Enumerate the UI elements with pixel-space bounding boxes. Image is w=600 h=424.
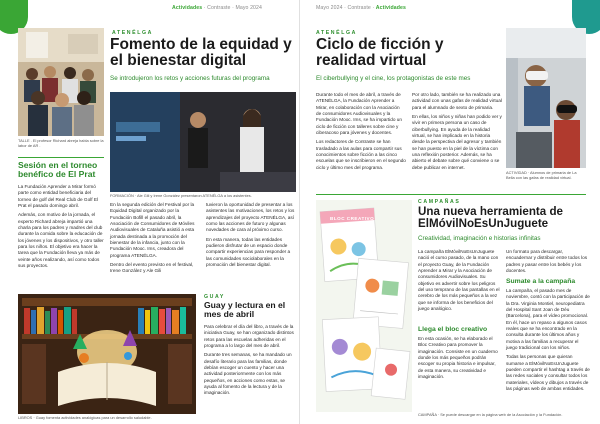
workshop-photo-caption: TALLE . El profesor Richard abreja habla sobre la labor de AR . — [18, 138, 104, 149]
article-title: Fomento de la equidad y el bienestar digital — [110, 36, 292, 69]
workshop-photo — [18, 28, 104, 136]
section-name: Actividades — [375, 5, 407, 11]
campaign-paragraph: En esta ocasión, se ha elaborado el Bloc Creativo para promover la imaginación. Consiste en un cuaderno donde los más pequeños podrán escoger su propia historia e impulsar, de esta manera, su creatividad e imaginación. — [418, 336, 498, 380]
bloc-creativo-title: BLOC CREATIVO — [330, 216, 375, 221]
side-paragraph: Además, con motivo de la jornada, el experto Richard abreja impartió una charla para los padres y madres del club durante la comida sobre la educación de los jóvenes y los dispositivos, y otro taller para los niños. El objetivo era hacer la tarea que la Fundación lleva ya más de veinte años realizando, así como todos sus proyectos. — [18, 212, 104, 269]
main-paragraph: Dentro del evento previsto en el festival, Irene González y Ale Gili — [110, 262, 194, 274]
side-paragraph: La Fundación Aprender a Mirar formó parte como entidad beneficiaria del torneo de golf del Real Club de Golf El Prat el pasado domingo abril. — [18, 184, 98, 209]
section2-body — [204, 324, 296, 400]
campaign-divider — [316, 194, 586, 195]
books-photo-caption: LIBROS · Guay fomenta actividades analógicas para un desarrollo saludable. — [18, 415, 152, 420]
campaign-paragraph: Todas las personas que quieran sumarse a ElMóvilNoEsUnJuguete pueden compartir el hashtag a través de las redes sociales y consultar todos los materiales, vídeos y dibujos a través de las páginas web de ambas entidades. — [506, 354, 590, 392]
campaign-paragraph: La campaña ElMóvilNoEsUnJuguete nació el curso pasado, de la mano con el proyecto Guay, de la Fundación Aprender a Mirar y la Asociación de consumidores Audiovisuales. Su objetivo es advertir sobre los peligros del uso temprano de las pantallas en el cerebro de los más pequeños a la vez que se informa de los beneficios del juego analógico. — [418, 249, 500, 312]
main-article-col2 — [206, 202, 296, 271]
article-subtitle: El ciberbullying y el cine, los protagonistas de este mes — [316, 75, 471, 82]
presenters-photo-caption: FORMACIÓN · Ale Gili y Irene González presentaron ATENÉLGA a los asistentes. — [110, 193, 252, 198]
campaign-title: Una nueva herramienta de ElMóvilNoEsUnJuguete — [418, 205, 563, 230]
campaign-col2-b — [506, 288, 590, 396]
campaign-paragraph: La campaña, el pasado mes de noviembre, contó con la participación de la Dra. Virginia Montiel, neuropediatra del Hospital Sant Joan de Déu (Barcelona), para el vídeo promocional. En él, hace un repaso a algunos casos reales que se ha encontrado en la consulta durante los últimos años y motiva a las familias a recuperar el juego tradicional con los niños. — [506, 288, 590, 351]
main-paragraph: En esta manera, todas las entidades pudieron disfrutar de un espacio donde compartir experiencias para responder a las comunidades sociolaborales en la promoción del bienestar digital. — [206, 236, 291, 268]
article-kicker: ATENÉLGA — [316, 30, 357, 36]
section2-title: Guay y lectura en el mes de abril — [204, 300, 286, 320]
campaign-col2 — [506, 249, 590, 277]
section2-kicker: GUAY — [204, 294, 225, 300]
side-divider — [18, 157, 104, 158]
campaign-col1 — [418, 249, 500, 315]
bloc-creativo-image — [316, 200, 412, 412]
join-campaign-heading: Sumate a la campaña — [506, 278, 576, 285]
vr-article-col1 — [316, 92, 406, 174]
side-article-body — [18, 184, 104, 272]
vr-photo — [506, 28, 586, 168]
books-photo — [18, 294, 196, 414]
campaign-col1-b — [418, 336, 500, 383]
issue-info: · Contraste · Mayo 2024 — [202, 5, 263, 11]
vr-paragraph: Durante todo el mes de abril, a través de ATENÉLGA, la Fundación Aprender a Mirar, en colaboración con la Asociación de consumidores Audiovisuales y la Fundación Mooc. Ims, se ha impartido un ciclo de ficción con talleres sobre cine y ciberacoso para jóvenes y docentes. — [316, 92, 402, 136]
campaign-subtitle: Creatividad, imaginación e historias infinitas — [418, 235, 541, 242]
bloc-creativo-caption: CAMPAÑA · Se puede descargar en la página web de la Asociación y la Fundación. — [418, 412, 563, 417]
article-title: Ciclo de ficción y realidad virtual — [316, 36, 444, 69]
vr-paragraph: Por otro lado, también se ha realizado una actividad con unas gafas de realidad virtual para el alumnado de sexto de primaria. — [412, 92, 502, 110]
left-page-header — [172, 5, 262, 11]
bloc-heading: Llega el bloc creativo — [418, 326, 488, 333]
presenters-photo — [110, 92, 296, 192]
right-page — [300, 0, 600, 424]
main-paragraph: En la segunda edición del Festival por la Equidad Digital organizado por la Fundación Bofill el pasado abril, la Asociación de Consumidores de Móviles Audiovisuales de Cataluña asistió a esta jornada destinada a la promoción del bienestar de la infancia, junto con la Fundación Mooc. Ims, creadora del programa ATENÉLGA. — [110, 202, 195, 258]
vr-paragraph: En ellas, los niños y niñas han podido ver y vivir en primera persona un caso de ciberbullying. En ayuda de la realidad virtual, se han implicado en la historia desde la perspectiva del agresor y también se han puesto en la piel de la víctima con una reflexión posterior. Además, se ha abierto el debate sobre qué conviene o se debe publicar en internet. — [412, 114, 502, 170]
vr-photo-caption: ACTIVIDAD · Alumnos de primaria de La Bella con las gafas de realidad virtual. — [506, 170, 577, 181]
campaign-kicker: CAMPAÑAS — [418, 199, 461, 205]
section-name: Actividades — [172, 5, 203, 11]
issue-info: Mayo 2024 · Contraste · — [316, 5, 376, 11]
vr-article-col2 — [412, 92, 502, 174]
main-article-col1 — [110, 202, 200, 278]
right-page-header — [316, 5, 406, 11]
article-subtitle: Se introdujeron los retos y acciones futuras del programa — [110, 75, 270, 82]
side-article-title: Sesión en el torneo benéfico de El Prat — [18, 160, 98, 180]
main-paragraph: tuvieron la oportunidad de presentar a los asistentes las motivaciones, los retos y los aprendizajes del proyecto ATENÉLGA, así como las acciones de futuro y algunas novedades de cara al próximo curso. — [206, 202, 295, 233]
section2-paragraph: Para celebrar el día del libro, a través de la iniciativa Guay, se han organizado distintos retos para las escuelas adheridas en el programa a lo largo del mes de abril. — [204, 324, 294, 349]
article-kicker: ATENÉLGA — [112, 30, 153, 36]
vr-paragraph: Los redactores de Contraste se han trasladado a las aulas para compartir sus conocimientos sobre ficción a las cinco escuelas que se inscribieron en el segundo ciclo y último mes del programa. — [316, 139, 406, 170]
section2-paragraph: Durante tres semanas, se ha mandado un desafío literario para las familias, donde debían escoger un cuento y hacer una actividad posteriormente con los más pequeños, en acciones como estas, se ayuda al fomento de la lectura y de la imaginación. — [204, 352, 292, 396]
campaign-paragraph: Un formato para descargar, encuadernar y distribuir entre todos los padres y pasar entre los bebés y los docentes. — [506, 249, 588, 274]
